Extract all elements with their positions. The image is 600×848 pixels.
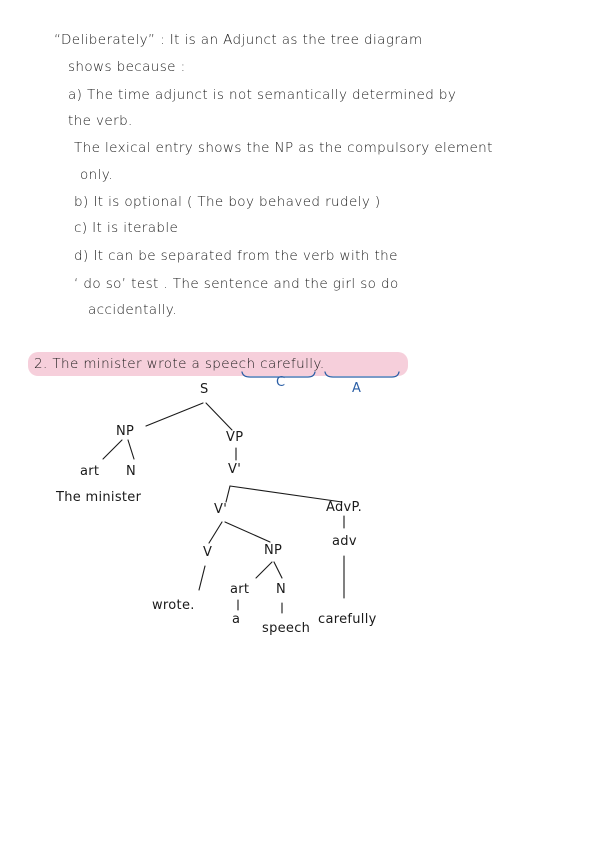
text-line-1: “Deliberately” : It is an Adjunct as the tree diagram <box>54 32 423 48</box>
node-the-minister: The minister <box>56 490 142 505</box>
node-speech: speech <box>262 621 311 636</box>
node-s: S <box>200 382 209 397</box>
text-line-5: The lexical entry shows the NP as the compulsory element <box>74 140 493 156</box>
node-vp: VP <box>226 430 244 445</box>
text-line-4: the verb. <box>68 113 133 129</box>
node-a: a <box>232 612 241 627</box>
text-line-7: b) It is optional ( The boy behaved rudely ) <box>74 194 381 210</box>
text-line-6: only. <box>80 167 113 183</box>
node-art: art <box>80 464 100 479</box>
text-line-8: c) It is iterable <box>74 220 179 236</box>
node-np: NP <box>116 424 135 439</box>
bracket-label-complement: C <box>276 375 286 390</box>
text-line-10: ‘ do so’ test . The sentence and the girl so do <box>74 276 399 292</box>
text-line-9: d) It can be separated from the verb with the <box>74 248 398 264</box>
node-vbar-top: V' <box>228 462 242 477</box>
bracket-label-adjunct: A <box>352 381 361 396</box>
node-art-object: art <box>230 582 250 597</box>
node-n-object: N <box>276 582 287 597</box>
text-line-3: a) The time adjunct is not semantically determined by <box>68 87 457 103</box>
node-v: V <box>203 545 213 560</box>
node-n: N <box>126 464 137 479</box>
node-advp: AdvP. <box>326 500 363 515</box>
node-carefully: carefully <box>318 612 377 627</box>
node-wrote: wrote. <box>152 598 195 613</box>
question-heading: 2. The minister wrote a speech carefully. <box>34 356 325 372</box>
node-np-object: NP <box>264 543 283 558</box>
text-line-11: accidentally. <box>88 302 177 318</box>
node-vbar-lower: V' <box>214 502 228 517</box>
bracket-adjunct <box>325 372 399 377</box>
text-line-2: shows because : <box>68 59 186 75</box>
node-adv: adv <box>332 534 357 549</box>
